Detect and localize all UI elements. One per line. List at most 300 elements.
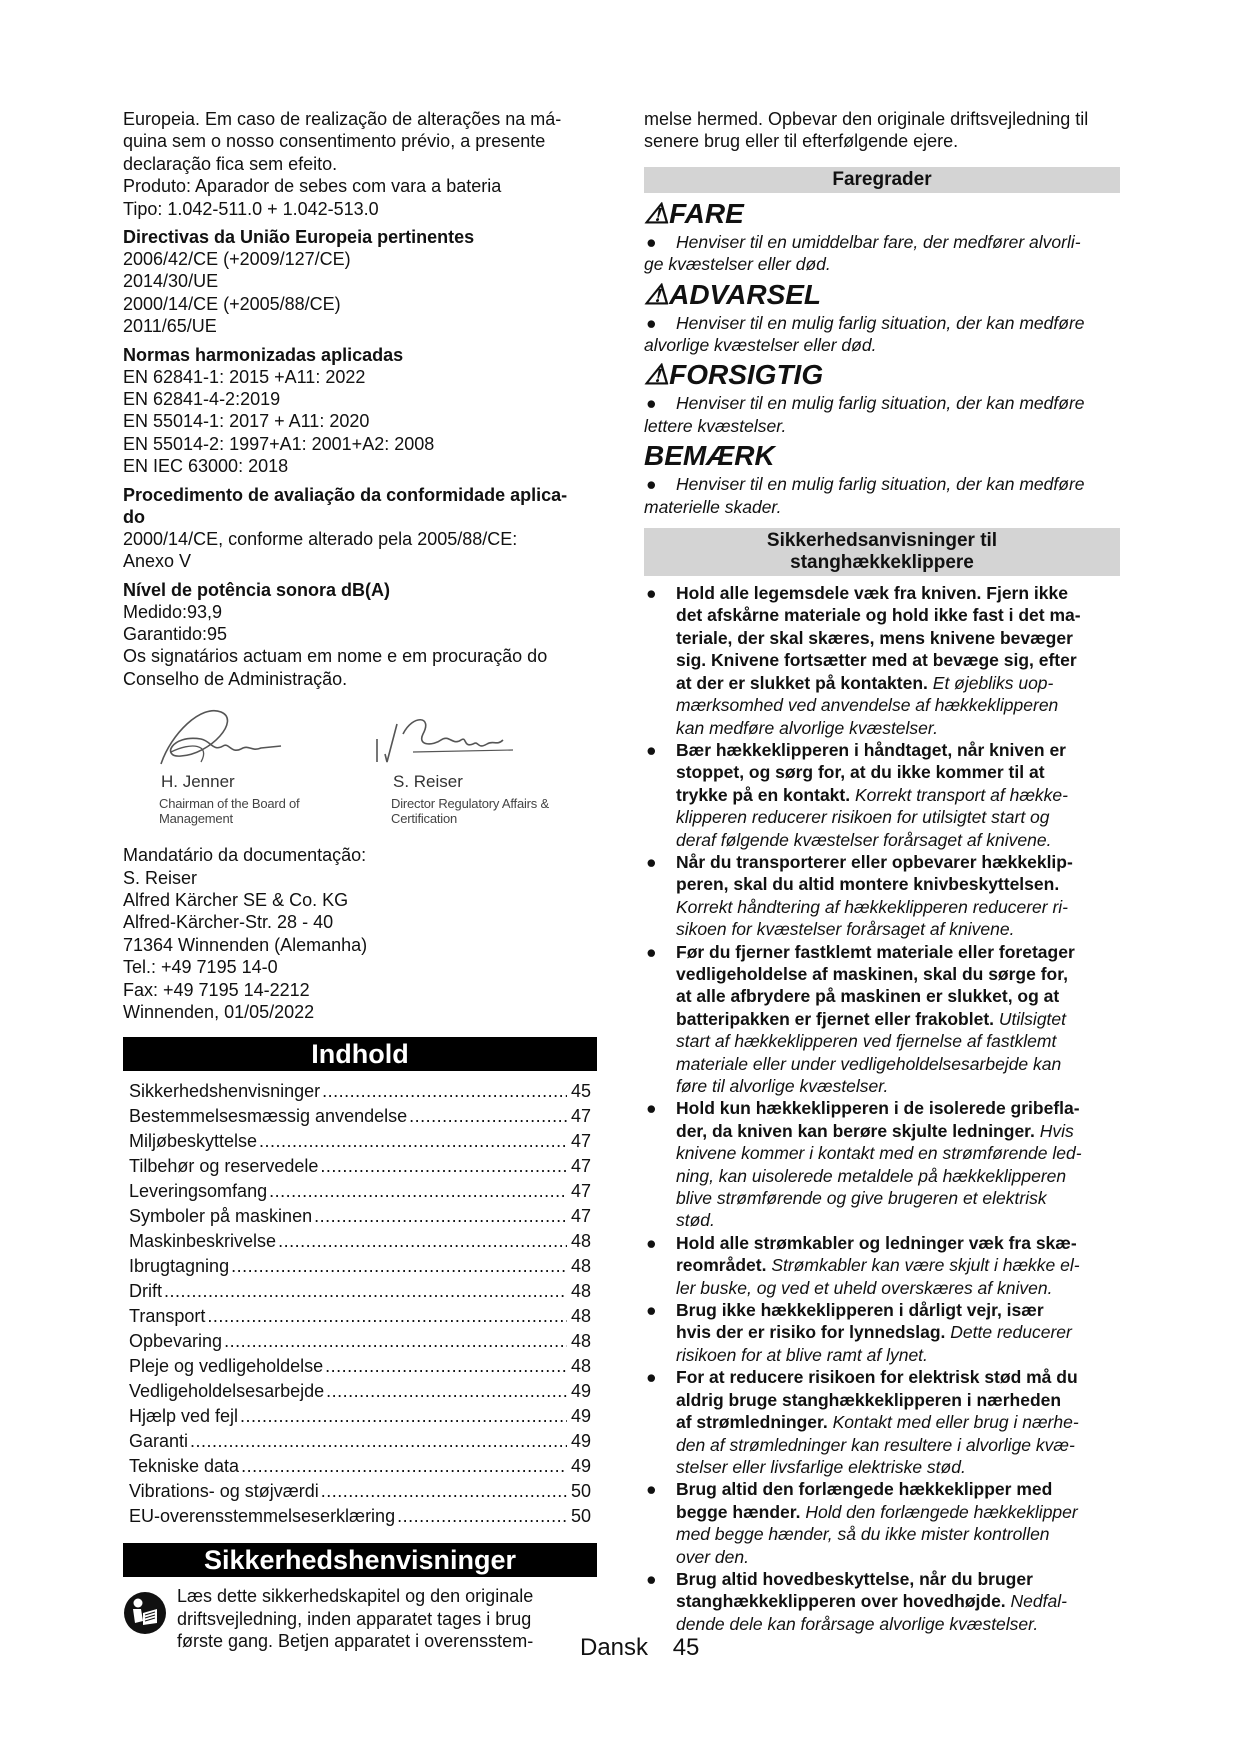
text-line [676,806,1120,828]
bold-text: Bær hækkeklipperen i håndtaget, når kniven er [676,739,1066,760]
toc-entry-title: Opbevaring [129,1331,223,1352]
address-block [123,844,597,1023]
safety-instruction [644,851,1120,941]
description-text [676,231,1120,253]
sound-values [123,601,597,646]
bold-text: hvis der er risiko for lynnedslag. [676,1322,946,1343]
bold-text: vedligeholdelse af maskinen, skal du sørge for, [676,963,1068,984]
title-line: stanghækkeklippere [790,552,974,574]
bold-text: Hold alle strømkabler og ledninger væk fra skæ- [676,1232,1077,1253]
toc-entry-title: Pleje og vedligeholdelse [129,1356,324,1377]
text-line [676,1075,1120,1097]
text-line [676,1389,1120,1411]
toc-entry-title: Vedligeholdelsesarbejde [129,1381,325,1402]
bullet-dot: ● [646,739,657,760]
text-line [676,694,1120,716]
italic-text: Strømkabler kan være skjult i hække el- [766,1255,1080,1276]
instruction-text [676,1299,1120,1366]
norm-item: EN 55014-2: 1997+A1: 2001+A2: 2008 [123,433,435,454]
toc-leader-dots [224,1329,567,1354]
safety-instruction [644,1366,1120,1478]
text-line [676,739,1120,761]
toc-entry-page: 49 [570,1406,591,1427]
bold-text: trykke på en kontakt. [676,784,851,805]
toc-entry-page: 47 [570,1106,591,1127]
directive-item: 2006/42/CE (+2009/127/CE) [123,249,351,270]
text-line [676,1097,1120,1119]
toc-entry [123,1329,597,1354]
signature-reiser [363,694,583,826]
italic-text: knivene kommer i kontakt med en strømførende led- [676,1143,1082,1164]
text-line: driftsvejledning, inden apparatet tages i brug [177,1608,532,1629]
address-line: Mandatário da documentação: [123,845,367,866]
text-line [676,873,1120,895]
italic-text: Nedfal- [1005,1591,1067,1612]
toc-entry [123,1279,597,1304]
hazard-levels [644,199,1120,518]
italic-text: Et øjebliks uop- [927,672,1054,693]
italic-text: over den. [676,1546,749,1567]
heading-line: do [123,506,145,527]
text-line [676,1344,1120,1366]
italic-text: Dette reducerer [945,1322,1072,1343]
text-line [676,1232,1120,1254]
text-line [676,1165,1120,1187]
toc-entry-page: 47 [570,1181,591,1202]
text-line: Læs dette sikkerhedskapitel og den originale [177,1586,534,1607]
text-line: Produto: Aparador de sebes com vara a bateria [123,176,502,197]
norm-item: EN 62841-4-2:2019 [123,389,281,410]
italic-text: Hold den forlængede hækkeklipper [800,1501,1078,1522]
text-line: melse hermed. Opbevar den originale driftsvejledning til [644,109,1089,129]
toc-entry-page: 49 [570,1431,591,1452]
signature-jenner [131,694,351,826]
bold-text: teriale, der skal skæres, mens knivene bevæger [676,627,1073,648]
signer2-name: S. Reiser [393,772,463,792]
toc-leader-dots [269,1179,567,1204]
toc-leader-dots [259,1129,567,1154]
text-line: alvorlige kvæstelser eller død. [644,335,877,356]
text-line: senere brug eller til efterfølgende ejere. [644,131,959,152]
text-line [676,1142,1120,1164]
hazard-level-description [644,312,1120,334]
hazard-level-description [644,473,1120,495]
text-line [676,918,1120,940]
text-line: lettere kvæstelser. [644,415,787,436]
text-line [676,1254,1120,1276]
signature-block [123,694,597,844]
toc-entry-page: 50 [570,1481,591,1502]
page-footer [580,1634,717,1662]
bullet-dot: ● [646,474,657,495]
text-line [676,1478,1120,1500]
toc-entry [123,1229,597,1254]
toc-title: Indhold [123,1037,597,1071]
text-line: Henviser til en mulig farlig situation, der kan medføre [676,312,1085,333]
safety-instruction [644,582,1120,739]
toc-entry [123,1454,597,1479]
hazard-level-description [644,392,1120,414]
bold-text: For at reducere risikoen for elektrisk stød må du [676,1367,1078,1388]
address-line: S. Reiser [123,867,198,888]
italic-text: den af strømledninger kan resultere i alvorlige kvæ- [676,1434,1075,1455]
text-line [676,1030,1120,1052]
directive-item: 2000/14/CE (+2005/88/CE) [123,293,341,314]
signer1-name: H. Jenner [161,772,235,792]
safety-instruction [644,1097,1120,1231]
italic-text: deraf følgende kvæstelser forårsaget af knivene. [676,829,1052,850]
safety-intro [123,1585,597,1652]
toc-leader-dots [190,1429,567,1454]
italic-text: Hvis [1034,1120,1074,1141]
bold-text: aldrig bruge stanghækkeklipperen i nærheden [676,1389,1062,1410]
toc-leader-dots [320,1154,567,1179]
title-line: Sikkerhedsanvisninger til [766,530,998,552]
address-line: Alfred-Kärcher-Str. 28 - 40 [123,912,334,933]
continued-text [644,108,1120,153]
toc-leader-dots [325,1354,567,1379]
instruction-text [676,941,1120,1098]
text-line: første gang. Betjen apparatet i overensstem- [177,1631,534,1652]
text-line [676,1434,1120,1456]
text-line [676,963,1120,985]
hazard-level-heading: ⚠ADVARSEL [644,278,822,310]
toc-entry-title: Drift [129,1281,162,1302]
bullet-dot: ● [646,312,657,333]
text-line [676,649,1120,671]
address-line: Tel.: +49 7195 14-0 [123,957,278,978]
text-line [676,1053,1120,1075]
bullet-dot: ● [646,1367,657,1388]
toc-entry-title: Miljøbeskyttelse [129,1131,258,1152]
italic-text: Kontakt med eller brug i nærhe- [827,1412,1079,1433]
instruction-text [676,582,1120,739]
text-line [676,761,1120,783]
norms-heading: Normas harmonizadas aplicadas [123,344,404,365]
signer1-title: Chairman of the Board of Management [159,796,300,827]
signatories-text [123,645,597,690]
toc-entry-page: 48 [570,1256,591,1277]
handwritten-signature-reiser [363,694,533,774]
hazard-level-heading: BEMÆRK [644,440,775,472]
text-line [676,672,1120,694]
italic-text: kan medføre alvorlige kvæstelser. [676,717,938,738]
bold-text: stoppet, og sørg for, at du ikke kommer til at [676,762,1045,783]
text-line [676,1501,1120,1523]
safety-instruction [644,1299,1120,1366]
footer-language: Dansk [580,1634,649,1661]
toc-entry [123,1079,597,1104]
address-line: Alfred Kärcher SE & Co. KG [123,889,349,910]
procedure-text [123,528,597,573]
bold-text: Hold alle legemsdele væk fra kniven. Fjern ikke [676,583,1068,604]
safety-instruction [644,1232,1120,1299]
instruction-text [676,739,1120,851]
norm-item: EN 55014-1: 2017 + A11: 2020 [123,411,370,432]
toc-leader-dots [278,1229,567,1254]
toc-entry-page: 45 [570,1081,591,1102]
bold-text: sig. Knivene fortsætter med at bevæge sig, efter [676,650,1077,671]
bold-text: Før du fjerner fastklemt materiale eller foretager [676,941,1075,962]
safety-instruction [644,739,1120,851]
bold-text: der, da kniven kan berøre skjulte ledninger. [676,1120,1035,1141]
text-line: Anexo V [123,551,192,572]
bullet-dot: ● [646,941,657,962]
bold-text: at alle afbrydere på maskinen er slukket, og at [676,986,1060,1007]
toc-entry [123,1429,597,1454]
text-line [676,851,1120,873]
toc-leader-dots [241,1454,567,1479]
directive-item: 2011/65/UE [123,316,217,337]
toc-entry [123,1479,597,1504]
sound-heading: Nível de potência sonora dB(A) [123,579,391,600]
norms-list [123,366,597,478]
toc-entry-page: 49 [570,1381,591,1402]
toc-entry-title: Bestemmelsesmæssig anvendelse [129,1106,408,1127]
toc-entry-page: 47 [570,1156,591,1177]
toc-entry-title: Symboler på maskinen [129,1206,313,1227]
toc-entry-title: Ibrugtagning [129,1256,230,1277]
handwritten-signature-jenner [131,694,301,774]
toc-entry [123,1404,597,1429]
text-line: declaração fica sem efeito. [123,153,338,174]
toc-entry [123,1154,597,1179]
toc-entry-title: Leveringsomfang [129,1181,268,1202]
instruction-text [676,1478,1120,1568]
italic-text: risikoen for at blive ramt af lynet. [676,1344,928,1365]
text-line [676,1120,1120,1142]
bold-text: Brug ikke hækkeklipperen i dårligt vejr, især [676,1300,1044,1321]
toc-leader-dots [326,1379,567,1404]
toc-entry [123,1179,597,1204]
instruction-text [676,1097,1120,1231]
toc-entry-page: 48 [570,1281,591,1302]
declaration-intro [123,108,597,220]
toc-entry-page: 49 [570,1456,591,1477]
bullet-dot: ● [646,231,657,252]
toc-entry-page: 48 [570,1356,591,1377]
safety-instructions-list [644,582,1120,1635]
toc-entry [123,1254,597,1279]
bold-text: af strømledninger. [676,1412,828,1433]
italic-text: dende dele kan forårsage alvorlige kvæstelser. [676,1613,1039,1634]
text-line [676,604,1120,626]
toc-entry-title: Tekniske data [129,1456,240,1477]
toc-entry-title: Vibrations- og støjværdi [129,1481,319,1502]
bullet-dot: ● [646,851,657,872]
toc-entry-title: Hjælp ved fejl [129,1406,239,1427]
italic-text: føre til alvorlige kvæstelser. [676,1076,889,1096]
toc-leader-dots [321,1479,567,1504]
text-line: 2000/14/CE, conforme alterado pela 2005/88/CE: [123,528,518,549]
bold-text: Hold kun hækkeklipperen i de isolerede gribefla- [676,1098,1080,1119]
address-line: 71364 Winnenden (Alemanha) [123,934,368,955]
safety-section-title: Sikkerhedshenvisninger [123,1543,597,1577]
text-line [676,784,1120,806]
text-line [676,1590,1120,1612]
safety-instruction [644,1568,1120,1635]
toc-leader-dots [322,1079,567,1104]
text-line: Henviser til en mulig farlig situation, der kan medføre [676,393,1085,414]
directives-heading: Directivas da União Europeia pertinentes [123,227,475,248]
heading-line: Procedimento de avaliação da conformidade aplica- [123,484,568,505]
bold-text: det afskårne materiale og hold ikke fast i det ma- [676,605,1081,626]
italic-text: ning, kan uisolerede metaldele på hækkeklipperen [676,1165,1067,1186]
safety-instruction [644,1478,1120,1568]
toc-entry-page: 48 [570,1306,591,1327]
description-text [676,312,1120,334]
toc-entry-page: 47 [570,1131,591,1152]
toc-entry-page: 47 [570,1206,591,1227]
bold-text: peren, skal du altid montere knivbeskyttelsen. [676,874,1060,895]
italic-text: Utilsigtet [994,1008,1067,1029]
text-line: Henviser til en mulig farlig situation, der kan medføre [676,474,1085,495]
address-line: Fax: +49 7195 14-2212 [123,979,310,1000]
hazard-level-heading: ⚠FARE [644,197,744,229]
text-line [676,1299,1120,1321]
italic-text: Korrekt håndtering af hækkeklipperen reducerer ri- [676,896,1068,917]
italic-text: blive strømførende og give brugeren et elektrisk [676,1188,1047,1209]
text-line: Henviser til en umiddelbar fare, der medfører alvorli- [676,231,1081,252]
description-text [676,392,1120,414]
italic-text: med begge hænder, så du ikke mister kontrollen [676,1524,1050,1545]
hedge-trimmer-safety-title [644,528,1120,576]
text-line [676,1568,1120,1590]
bold-text: Brug altid hovedbeskyttelse, når du bruger [676,1568,1033,1589]
bullet-dot: ● [646,1568,657,1589]
bold-text: stanghækkeklipperen over hovedhøjde. [676,1591,1006,1612]
italic-text: ler buske, og ved et uheld overskæres af kniven. [676,1277,1053,1298]
text-line [676,1187,1120,1209]
page-number: 45 [672,1634,700,1661]
toc-leader-dots [207,1304,567,1329]
text-line [676,582,1120,604]
table-of-contents [123,1079,597,1529]
italic-text: stød. [676,1210,715,1231]
toc-entry [123,1129,597,1154]
toc-leader-dots [314,1204,567,1229]
toc-entry-title: Sikkerhedshenvisninger [129,1081,321,1102]
address-line: Winnenden, 01/05/2022 [123,1001,315,1022]
hazard-level-description [644,231,1120,253]
text-line: materielle skader. [644,496,782,517]
italic-text: materiale eller under vedligeholdelsesarbejde kan [676,1053,1062,1074]
directives-list [123,248,597,338]
toc-entry [123,1354,597,1379]
toc-entry-page: 50 [570,1506,591,1527]
toc-entry-title: Maskinbeskrivelse [129,1231,277,1252]
toc-leader-dots [164,1279,567,1304]
toc-entry-title: Transport [129,1306,206,1327]
italic-text: mærksomhed ved anvendelse af hækkeklipperen [676,695,1059,716]
toc-leader-dots [409,1104,567,1129]
text-line [676,1321,1120,1343]
left-column [123,108,597,1653]
text-line [676,1523,1120,1545]
toc-entry-title: EU-overensstemmelseserklæring [129,1506,396,1527]
directive-item: 2014/30/UE [123,271,219,292]
bullet-dot: ● [646,1300,657,1321]
text-line [676,829,1120,851]
text-line [676,1366,1120,1388]
toc-leader-dots [240,1404,567,1429]
bold-text: begge hænder. [676,1501,801,1522]
text-line: Tipo: 1.042-511.0 + 1.042-513.0 [123,198,379,219]
toc-entry [123,1204,597,1229]
bullet-dot: ● [646,1479,657,1500]
read-manual-icon [123,1585,177,1652]
text-line [676,896,1120,918]
text-line [676,1008,1120,1030]
safety-instruction [644,941,1120,1098]
bullet-dot: ● [646,583,657,604]
toc-entry [123,1379,597,1404]
toc-entry-page: 48 [570,1231,591,1252]
text-line: ge kvæstelser eller død. [644,254,831,275]
italic-text: sikoen for kvæstelser forårsaget af knivene. [676,919,1015,940]
text-line [676,1209,1120,1231]
bold-text: at der er slukket på kontakten. [676,672,928,693]
toc-entry [123,1504,597,1529]
toc-entry-page: 48 [570,1331,591,1352]
procedure-heading [123,484,597,528]
text-line [676,1456,1120,1478]
right-column [644,108,1120,1635]
description-text [676,473,1120,495]
italic-text: Korrekt transport af hække- [850,784,1068,805]
norm-item: EN 62841-1: 2015 +A11: 2022 [123,366,366,387]
toc-entry [123,1104,597,1129]
instruction-text [676,1232,1120,1299]
text-line [676,1613,1120,1635]
text-line [676,1277,1120,1299]
toc-leader-dots [231,1254,567,1279]
hazard-level-heading: ⚠FORSIGTIG [644,359,824,391]
text-line: Europeia. Em caso de realização de alterações na má- [123,109,562,129]
instruction-text [676,1568,1120,1635]
sound-value: Garantido:95 [123,623,228,644]
bold-text: batteripakken er fjernet eller frakoblet. [676,1008,995,1029]
instruction-text [676,1366,1120,1478]
text-line [676,941,1120,963]
bullet-dot: ● [646,1098,657,1119]
text-line: Os signatários actuam em nome e em procuração do [123,646,548,667]
instruction-text [676,851,1120,941]
text-line: quina sem o nosso consentimento prévio, a presente [123,131,546,152]
hazard-levels-title: Faregrader [644,167,1120,193]
toc-entry [123,1304,597,1329]
bold-text: Brug altid den forlængede hækkeklipper med [676,1479,1053,1500]
text-line [676,985,1120,1007]
toc-entry-title: Tilbehør og reservedele [129,1156,319,1177]
signer2-title: Director Regulatory Affairs & Certification [391,796,549,827]
text-line [676,717,1120,739]
toc-leader-dots [397,1504,567,1529]
sound-value: Medido:93,9 [123,601,223,622]
text-line [676,1411,1120,1433]
italic-text: klipperen reducerer risikoen for utilsigtet start og [676,807,1050,828]
text-line: Conselho de Administração. [123,668,348,689]
bold-text: Når du transporterer eller opbevarer hækkeklip- [676,851,1073,872]
bullet-dot: ● [646,393,657,414]
italic-text: stelser eller livsfarlige elektriske stød. [676,1456,966,1477]
bullet-dot: ● [646,1232,657,1253]
safety-intro-text [177,1585,533,1652]
text-line [676,627,1120,649]
italic-text: start af hækkeklipperen ved fjernelse af fastklemt [676,1031,1057,1052]
bold-text: reområdet. [676,1255,767,1276]
toc-entry-title: Garanti [129,1431,189,1452]
